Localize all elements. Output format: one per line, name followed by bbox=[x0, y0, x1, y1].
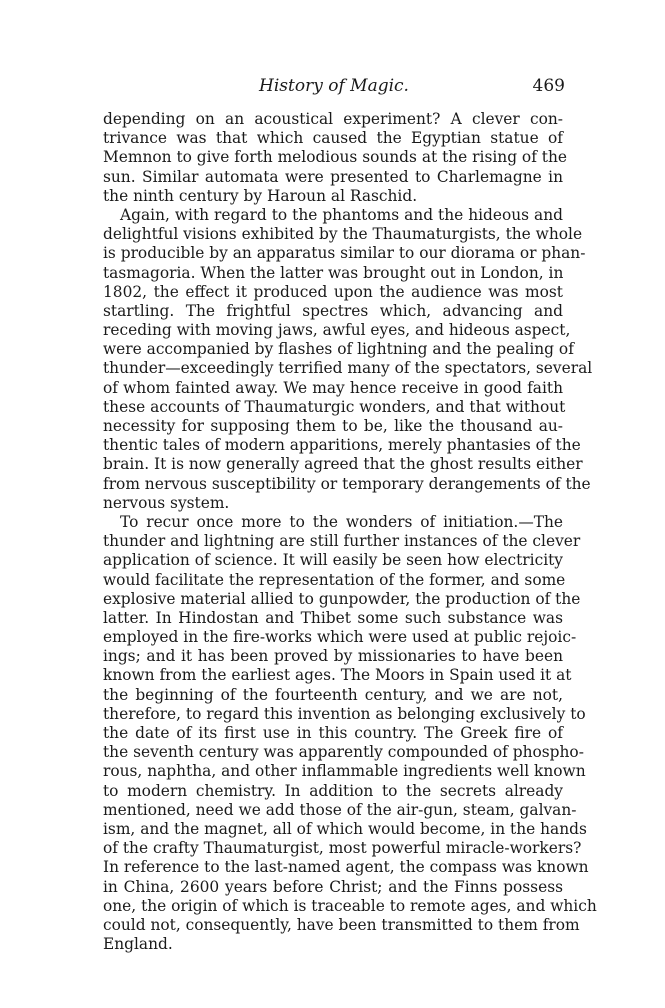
text-line: trivance was that which caused the Egyptian statue of bbox=[103, 129, 563, 148]
text-line: Again, with regard to the phantoms and the hideous and bbox=[120, 205, 563, 224]
text-line: necessity for supposing them to be, like the thousand au- bbox=[103, 417, 563, 435]
text-line: explosive material allied to gunpowder, the production of the bbox=[103, 589, 581, 608]
page-header bbox=[103, 73, 565, 99]
text-line: ings; and it has been proved by missionaries to have been bbox=[103, 647, 563, 666]
text-line: delightful visions exhibited by the Thaumaturgists, the whole bbox=[103, 225, 583, 244]
text-line: from nervous susceptibility or temporary derangements of the bbox=[103, 474, 591, 493]
text-line: England. bbox=[103, 935, 173, 954]
text-line: thunder and lightning are still further instances of the clever bbox=[103, 532, 581, 551]
text-line: 1802, the effect it produced upon the audience was most bbox=[103, 282, 563, 301]
text-line: To recur once more to the wonders of initiation.—The bbox=[120, 512, 563, 531]
text-line: latter. In Hindostan and Thibet some such substance was bbox=[103, 608, 563, 627]
text-line: the ninth century by Haroun al Raschid. bbox=[103, 186, 418, 205]
text-line: employed in the fire-works which were used at public rejoic- bbox=[103, 628, 577, 647]
text-line: the beginning of the fourteenth century, and we are not, bbox=[103, 685, 563, 704]
text-line: tasmagoria. When the latter was brought out in London, in bbox=[103, 263, 564, 282]
text-line: brain. It is now generally agreed that the ghost results either bbox=[103, 455, 583, 474]
text-line: receding with moving jaws, awful eyes, and hideous aspect, bbox=[103, 321, 571, 340]
text-line: is producible by an apparatus similar to our diorama or phan- bbox=[103, 244, 586, 263]
text-line: therefore, to regard this invention as belonging exclusively to bbox=[103, 704, 586, 723]
text-line: in China, 2600 years before Christ; and the Finns possess bbox=[103, 877, 563, 896]
text-line: could not, consequently, have been transmitted to them from bbox=[103, 915, 580, 934]
text-line: Memnon to give forth melodious sounds at the rising of the bbox=[103, 148, 567, 167]
text-line: In reference to the last-named agent, the compass was known bbox=[103, 858, 589, 877]
text-line: of whom fainted away. We may hence receive in good faith bbox=[103, 378, 563, 397]
paragraph-3 bbox=[103, 512, 597, 954]
text-line: would facilitate the representation of the former, and some bbox=[103, 570, 566, 589]
text-line: nervous system. bbox=[103, 493, 230, 512]
text-line: startling. The frightful spectres which, advancing and bbox=[103, 301, 563, 320]
text-line: sun. Similar automata were presented to Charlemagne in bbox=[103, 167, 563, 186]
paragraph-2 bbox=[103, 205, 593, 513]
paragraph-1 bbox=[103, 110, 567, 206]
text-line: mentioned, need we add those of the air-gun, steam, galvan- bbox=[103, 800, 577, 819]
text-line: one, the origin of which is traceable to remote ages, and which bbox=[103, 896, 597, 915]
body-text bbox=[103, 110, 597, 954]
text-line: depending on an acoustical experiment? A clever con- bbox=[103, 110, 563, 128]
text-line: application of science. It will easily be seen how electricity bbox=[103, 551, 563, 570]
page-number: 469 bbox=[532, 76, 565, 96]
text-line: these accounts of Thaumaturgic wonders, and that without bbox=[103, 397, 566, 416]
text-line: known from the earliest ages. The Moors in Spain used it at bbox=[103, 666, 572, 685]
text-line: of the crafty Thaumaturgist, most powerful miracle-workers? bbox=[103, 839, 582, 858]
text-line: to modern chemistry. In addition to the secrets already bbox=[103, 781, 563, 800]
text-line: thunder—exceedingly terrified many of the spectators, several bbox=[103, 359, 593, 378]
text-line: rous, naphtha, and other inflammable ingredients well known bbox=[103, 762, 586, 781]
text-line: were accompanied by flashes of lightning and the pealing of bbox=[103, 340, 574, 359]
text-line: ism, and the magnet, all of which would become, in the hands bbox=[103, 819, 587, 838]
text-line: thentic tales of modern apparitions, merely phantasies of the bbox=[103, 436, 581, 455]
running-title: History of Magic. bbox=[259, 76, 409, 96]
text-line: the seventh century was apparently compounded of phospho- bbox=[103, 743, 584, 762]
text-line: the date of its first use in this country. The Greek fire of bbox=[103, 724, 563, 742]
